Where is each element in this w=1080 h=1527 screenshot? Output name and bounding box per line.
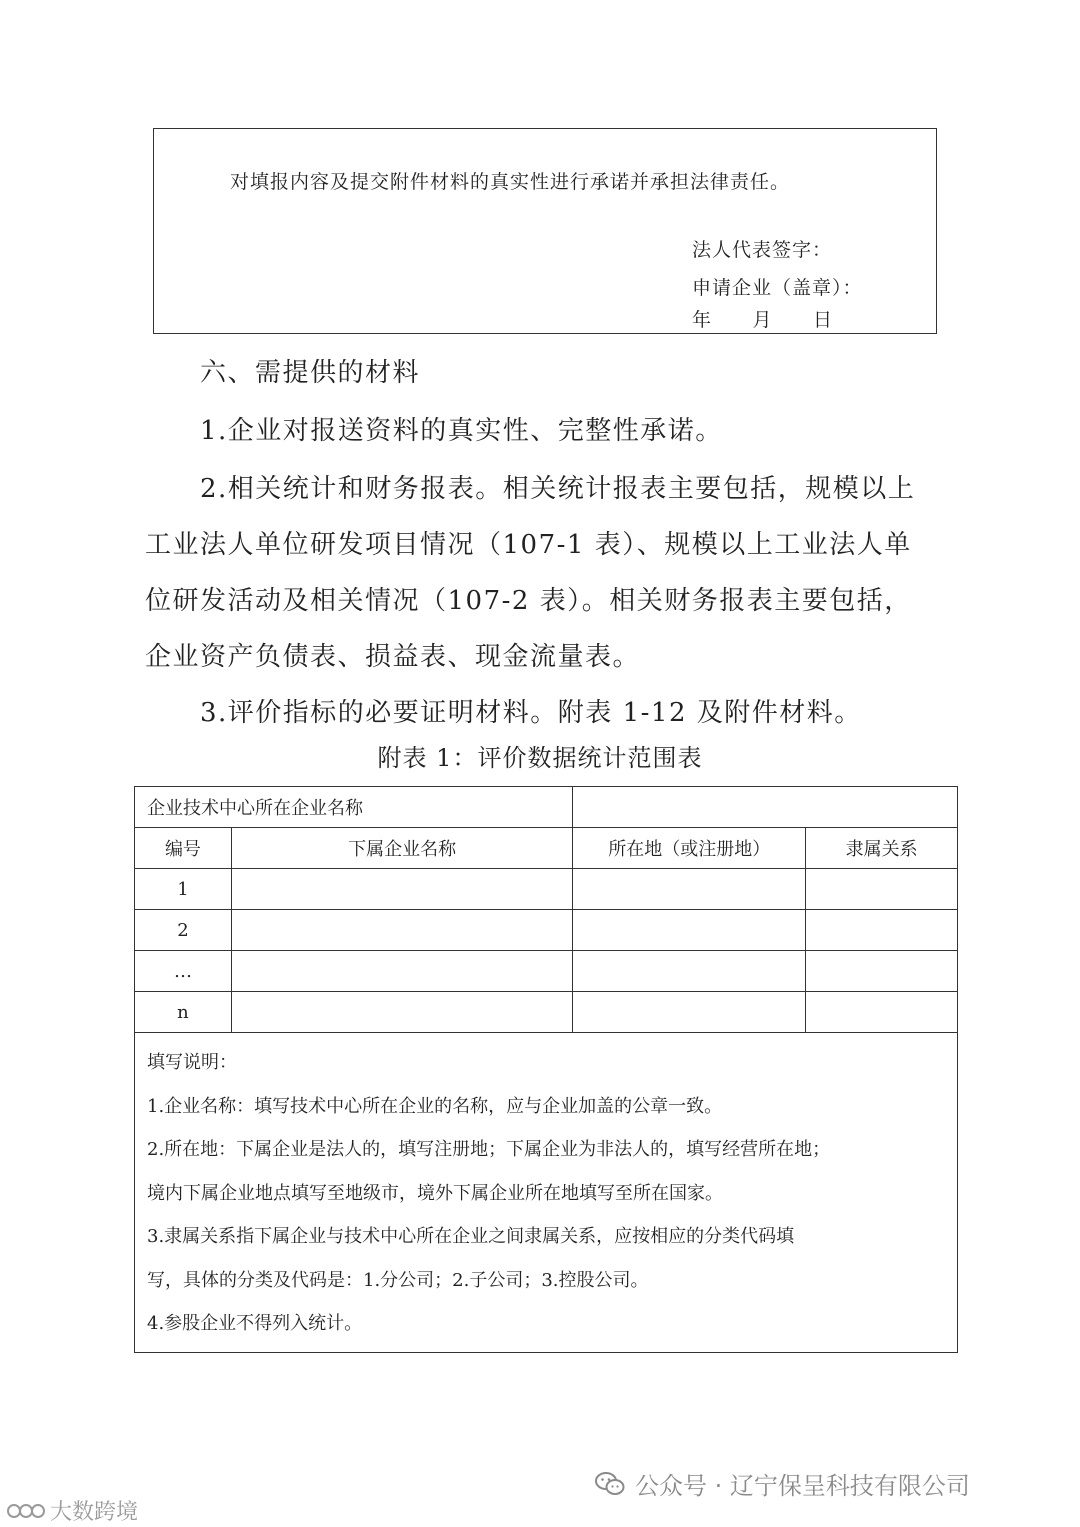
row-number: 1 bbox=[135, 869, 232, 910]
watermark-text: 大数跨境 bbox=[50, 1500, 139, 1525]
date-line bbox=[692, 305, 832, 332]
table-row bbox=[135, 869, 958, 910]
row-name bbox=[231, 910, 573, 951]
note-line: 1.企业名称：填写技术中心所在企业的名称，应与企业加盖的公章一致。 bbox=[147, 1095, 723, 1117]
section-heading: 六、需提供的材料 bbox=[200, 358, 421, 388]
row-location bbox=[573, 910, 806, 951]
notes-title: 填写说明： bbox=[147, 1052, 237, 1073]
watermark bbox=[6, 1495, 138, 1526]
row-relation bbox=[806, 992, 958, 1033]
table-row bbox=[135, 910, 958, 951]
row-number: 2 bbox=[135, 910, 232, 951]
date-month: 月 bbox=[752, 309, 772, 331]
row-location bbox=[573, 951, 806, 992]
row-relation bbox=[806, 910, 958, 951]
item-3: 3.评价指标的必要证明材料。附表 1-12 及附件材料。 bbox=[200, 698, 862, 728]
company-name-value bbox=[573, 787, 958, 828]
item-2-line-3: 位研发活动及相关情况（107-2 表）。相关财务报表主要包括， bbox=[145, 586, 912, 616]
row-number: n bbox=[135, 992, 232, 1033]
item-1: 1.企业对报送资料的真实性、完整性承诺。 bbox=[200, 416, 723, 446]
row-location bbox=[573, 869, 806, 910]
note-line: 写，具体的分类及代码是：1.分公司；2.子公司；3.控股公司。 bbox=[147, 1269, 649, 1291]
company-seal-label: 申请企业（盖章）： bbox=[692, 277, 863, 299]
fill-instructions bbox=[135, 1033, 958, 1353]
header-relation: 隶属关系 bbox=[806, 828, 958, 869]
row-relation bbox=[806, 951, 958, 992]
item-2-line-1: 2.相关统计和财务报表。相关统计报表主要包括，规模以上 bbox=[200, 474, 916, 504]
table-caption: 附表 1：评价数据统计范围表 bbox=[377, 744, 703, 772]
header-row bbox=[135, 828, 958, 869]
pledge-text: 对填报内容及提交附件材料的真实性进行承诺并承担法律责任。 bbox=[230, 171, 791, 193]
row-name bbox=[231, 992, 573, 1033]
statistics-scope-table bbox=[134, 786, 958, 1353]
date-day: 日 bbox=[812, 309, 832, 331]
wechat-icon bbox=[595, 1471, 625, 1497]
notes-row bbox=[135, 1033, 958, 1353]
note-line: 4.参股企业不得列入统计。 bbox=[147, 1313, 363, 1334]
company-name-label: 企业技术中心所在企业名称 bbox=[135, 787, 573, 828]
item-2-line-4: 企业资产负债表、损益表、现金流量表。 bbox=[145, 642, 641, 672]
header-subsidiary-name: 下属企业名称 bbox=[231, 828, 573, 869]
row-number: … bbox=[135, 951, 232, 992]
commitment-box bbox=[153, 128, 937, 334]
note-line: 2.所在地：下属企业是法人的，填写注册地；下属企业为非法人的，填写经营所在地； bbox=[147, 1139, 831, 1160]
row-location bbox=[573, 992, 806, 1033]
note-line: 3.隶属关系指下属企业与技术中心所在企业之间隶属关系，应按相应的分类代码填 bbox=[147, 1226, 795, 1247]
date-year: 年 bbox=[692, 309, 712, 331]
header-location: 所在地（或注册地） bbox=[573, 828, 806, 869]
row-name bbox=[231, 951, 573, 992]
note-line: 境内下属企业地点填写至地级市，境外下属企业所在地填写至所在国家。 bbox=[147, 1182, 723, 1204]
wechat-footer bbox=[595, 1466, 970, 1501]
legal-rep-signature-label: 法人代表签字： bbox=[692, 239, 833, 261]
wechat-account-label: 公众号 · 辽宁保呈科技有限公司 bbox=[635, 1472, 970, 1500]
table-row bbox=[135, 992, 958, 1033]
row-name bbox=[231, 869, 573, 910]
header-number: 编号 bbox=[135, 828, 232, 869]
row-relation bbox=[806, 869, 958, 910]
table-row bbox=[135, 951, 958, 992]
watermark-logo-icon bbox=[6, 1500, 46, 1522]
item-2-line-2: 工业法人单位研发项目情况（107-1 表）、规模以上工业法人单 bbox=[145, 530, 912, 560]
company-name-row bbox=[135, 787, 958, 828]
